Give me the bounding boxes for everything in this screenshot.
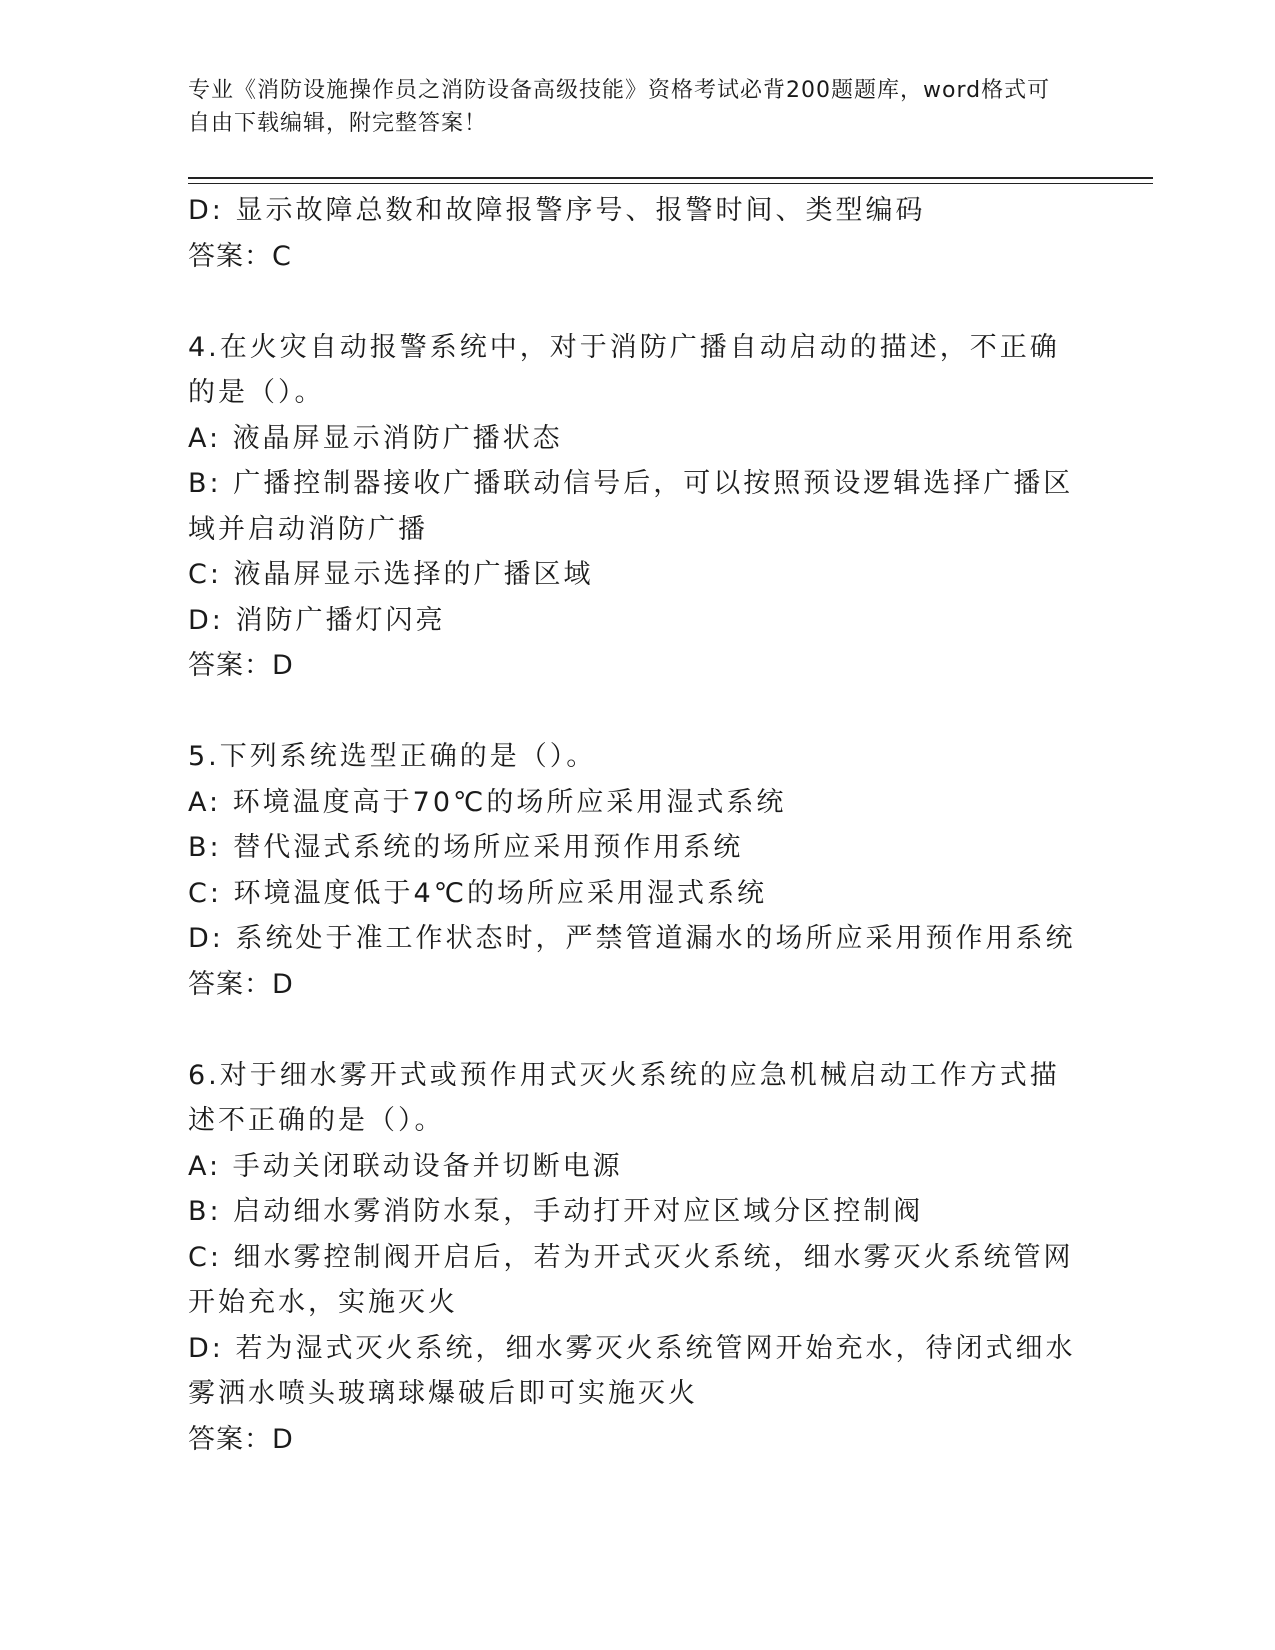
option-c: C: 细水雾控制阀开启后，若为开式灭火系统，细水雾灭火系统管网开始充水，实施灭火	[188, 1241, 1074, 1318]
option-b: B: 广播控制器接收广播联动信号后，可以按照预设逻辑选择广播区域并启动消防广播	[188, 468, 1074, 545]
option-a: A: 环境温度高于70℃的场所应采用湿式系统	[188, 786, 787, 818]
spacer	[188, 279, 1088, 325]
option-b: B: 替代湿式系统的场所应采用预作用系统	[188, 832, 744, 863]
header-divider-thin	[188, 183, 1153, 184]
question-6	[188, 1053, 1088, 1463]
question-4	[188, 325, 1088, 689]
option-b: B: 启动细水雾消防水泵，手动打开对应区域分区控制阀	[188, 1196, 924, 1227]
answer: 答案：C	[188, 240, 292, 272]
header-divider-thick	[188, 177, 1153, 179]
answer: 答案：D	[188, 650, 294, 681]
option-c: C: 环境温度低于4℃的场所应采用湿式系统	[188, 877, 768, 909]
answer: 答案：D	[188, 968, 294, 1000]
option-a: A: 液晶屏显示消防广播状态	[188, 422, 563, 454]
question-list	[188, 188, 1088, 1462]
question-5	[188, 734, 1088, 1007]
question-stem: 5.下列系统选型正确的是（）。	[188, 741, 597, 772]
option-d: D: 若为湿式灭火系统，细水雾灭火系统管网开始充水，待闭式细水雾洒水喷头玻璃球爆破后即可实施灭火	[188, 1332, 1076, 1409]
spacer	[188, 689, 1088, 735]
question-stem: 4.在火灾自动报警系统中，对于消防广播自动启动的描述，不正确的是（）。	[188, 331, 1060, 408]
option-d: D: 显示故障总数和故障报警序号、报警时间、类型编码	[188, 195, 926, 226]
option-d: D: 系统处于准工作状态时，严禁管道漏水的场所应采用预作用系统	[188, 923, 1076, 954]
spacer	[188, 1007, 1088, 1053]
answer: 答案：D	[188, 1423, 294, 1455]
page-header: 专业《消防设施操作员之消防设备高级技能》资格考试必背200题题库，word格式可自由下载编辑，附完整答案！	[188, 78, 1051, 136]
option-a: A: 手动关闭联动设备并切断电源	[188, 1150, 623, 1182]
option-d: D: 消防广播灯闪亮	[188, 604, 446, 636]
previous-question-tail	[188, 188, 1088, 279]
option-c: C: 液晶屏显示选择的广播区域	[188, 559, 594, 590]
question-stem: 6.对于细水雾开式或预作用式灭火系统的应急机械启动工作方式描述不正确的是（）。	[188, 1059, 1060, 1136]
